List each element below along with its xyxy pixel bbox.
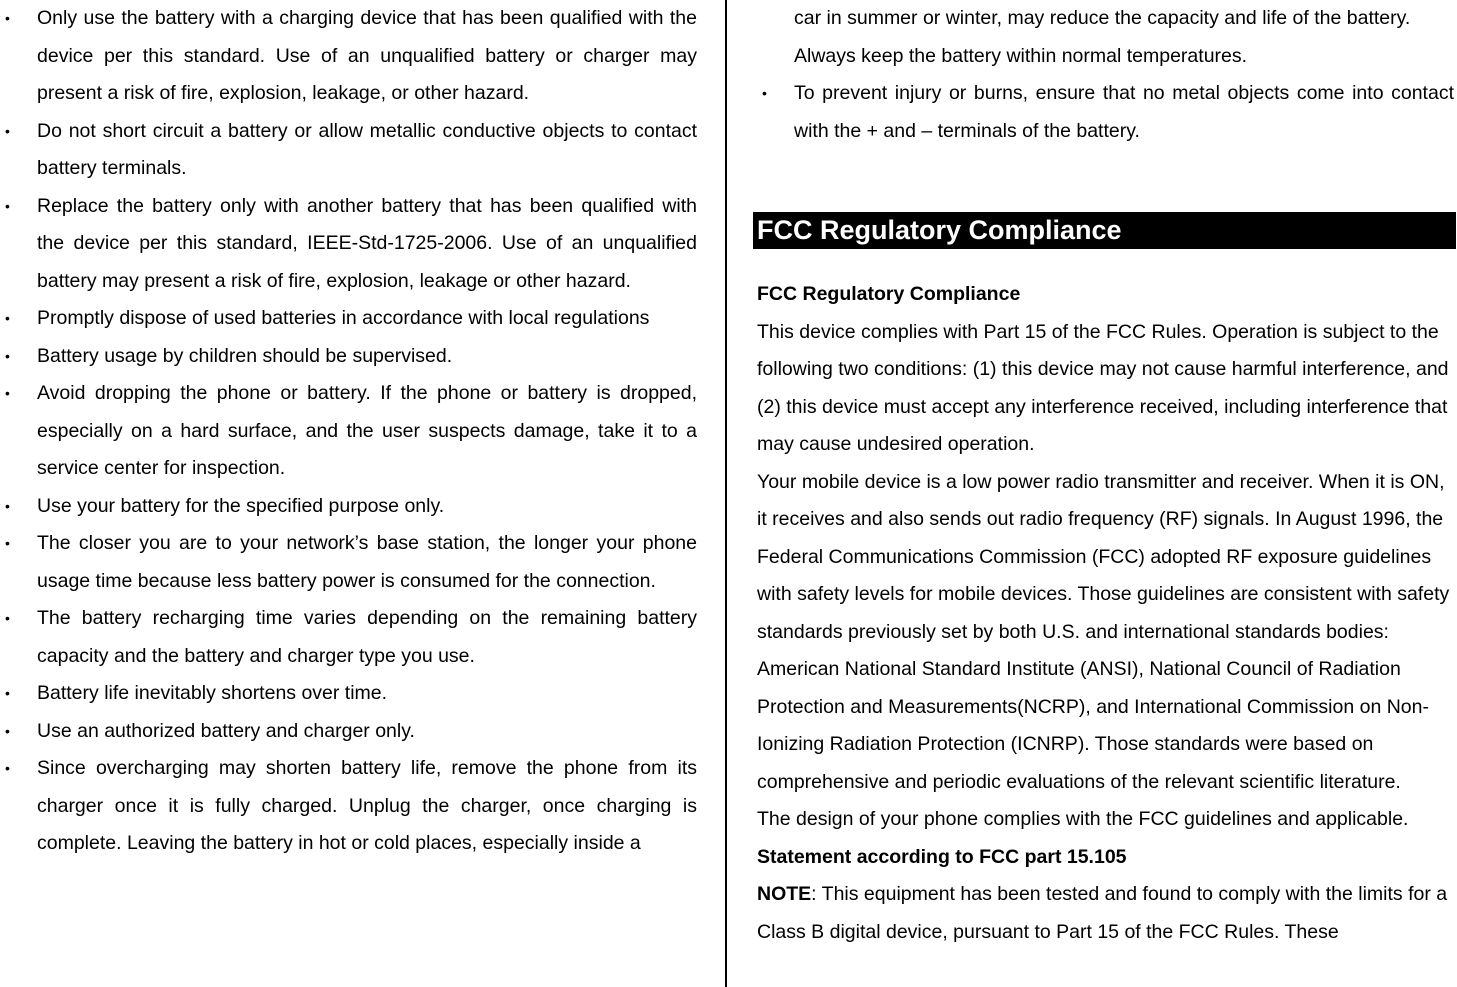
fcc-paragraph: This device complies with Part 15 of the FCC Rules. Operation is subject to the following two conditions: (1) this device may not cause harmful interference, and (2) this device must accept any interference received, including interference that may cause undesired operation. xyxy=(757,320,1449,455)
bullet-icon: • xyxy=(5,497,10,514)
battery-safety-list xyxy=(0,0,697,863)
continued-bullet-text: car in summer or winter, may reduce the capacity and life of the battery. Always keep the battery within normal temperatures. xyxy=(794,7,1411,67)
bullet-icon: • xyxy=(5,10,10,26)
bullet-icon: • xyxy=(5,122,10,139)
bullet-icon: • xyxy=(5,722,10,739)
bullet-icon: • xyxy=(5,685,10,701)
bullet-icon: • xyxy=(5,197,10,214)
fcc-subheading: FCC Regulatory Compliance xyxy=(757,283,1021,305)
bullet-icon: • xyxy=(5,760,10,776)
list-item: • Use your battery for the specified purpose only. xyxy=(0,488,697,526)
right-column xyxy=(757,0,1457,150)
bullet-icon: • xyxy=(5,310,10,326)
list-item: • Do not short circuit a battery or allow metallic conductive objects to contact battery terminals. xyxy=(0,113,697,188)
bullet-icon: • xyxy=(5,610,10,626)
list-item: • Battery life inevitably shortens over time. xyxy=(0,675,697,713)
list-item: • Use an authorized battery and charger only. xyxy=(0,713,697,751)
battery-safety-list-continued xyxy=(757,75,1454,150)
section-heading: FCC Regulatory Compliance xyxy=(753,212,1456,249)
list-item: • Replace the battery only with another battery that has been qualified with the device per this standard, IEEE-Std-1725-2006. Use of an unqualified battery may present a risk of fire, explosion, leakage or other hazard. xyxy=(0,188,697,301)
bullet-icon: • xyxy=(5,385,10,401)
statement-heading: Statement according to FCC part 15.105 xyxy=(757,845,1127,868)
list-item: • Battery usage by children should be supervised. xyxy=(0,338,697,376)
list-item: • Avoid dropping the phone or battery. If the phone or battery is dropped, especially on a hard surface, and the user suspects damage, take it to a service center for inspection. xyxy=(0,375,697,488)
list-item: • To prevent injury or burns, ensure that no metal objects come into contact with the + and – terminals of the battery. xyxy=(757,75,1454,150)
list-item: • Promptly dispose of used batteries in accordance with local regulations xyxy=(0,300,697,338)
bullet-icon: • xyxy=(762,85,767,101)
fcc-section-body xyxy=(757,276,1457,951)
list-item: • The battery recharging time varies depending on the remaining battery capacity and the battery and charger type you use. xyxy=(0,600,697,675)
fcc-paragraph: The design of your phone complies with the FCC guidelines and applicable. xyxy=(757,808,1409,830)
note-text: : This equipment has been tested and found to comply with the limits for a Class B digital device, pursuant to Part 15 of the FCC Rules. These xyxy=(757,883,1448,943)
list-item: • The closer you are to your network’s base station, the longer your phone usage time because less battery power is consumed for the connection. xyxy=(0,525,697,600)
list-item: • Since overcharging may shorten battery life, remove the phone from its charger once it is fully charged. Unplug the charger, once charging is complete. Leaving the battery in hot or cold places, especially inside a xyxy=(0,750,697,863)
left-column xyxy=(0,0,697,863)
bullet-icon: • xyxy=(5,347,10,364)
fcc-paragraph: Your mobile device is a low power radio transmitter and receiver. When it is ON, it receives and also sends out radio frequency (RF) signals. In August 1996, the Federal Communications Commission (FCC) adopted RF exposure guidelines with safety levels for mobile devices. Those guidelines are consistent with safety standards previously set by both U.S. and international standards bodies: American National Standard Institute (ANSI), National Council of Radiation Protection and Measurements(NCRP), and International Commission on Non-Ionizing Radiation Protection (ICNRP). Those standards were based on comprehensive and periodic evaluations of the relevant scientific literature. xyxy=(757,470,1450,793)
note-label: NOTE xyxy=(757,883,812,905)
bullet-icon: • xyxy=(5,535,10,551)
note-paragraph xyxy=(757,876,1457,951)
column-divider xyxy=(725,0,727,987)
list-item: • Only use the battery with a charging device that has been qualified with the device per this standard. Use of an unqualified battery or charger may present a risk of fire, explosion, leakage, or other hazard. xyxy=(0,0,697,113)
